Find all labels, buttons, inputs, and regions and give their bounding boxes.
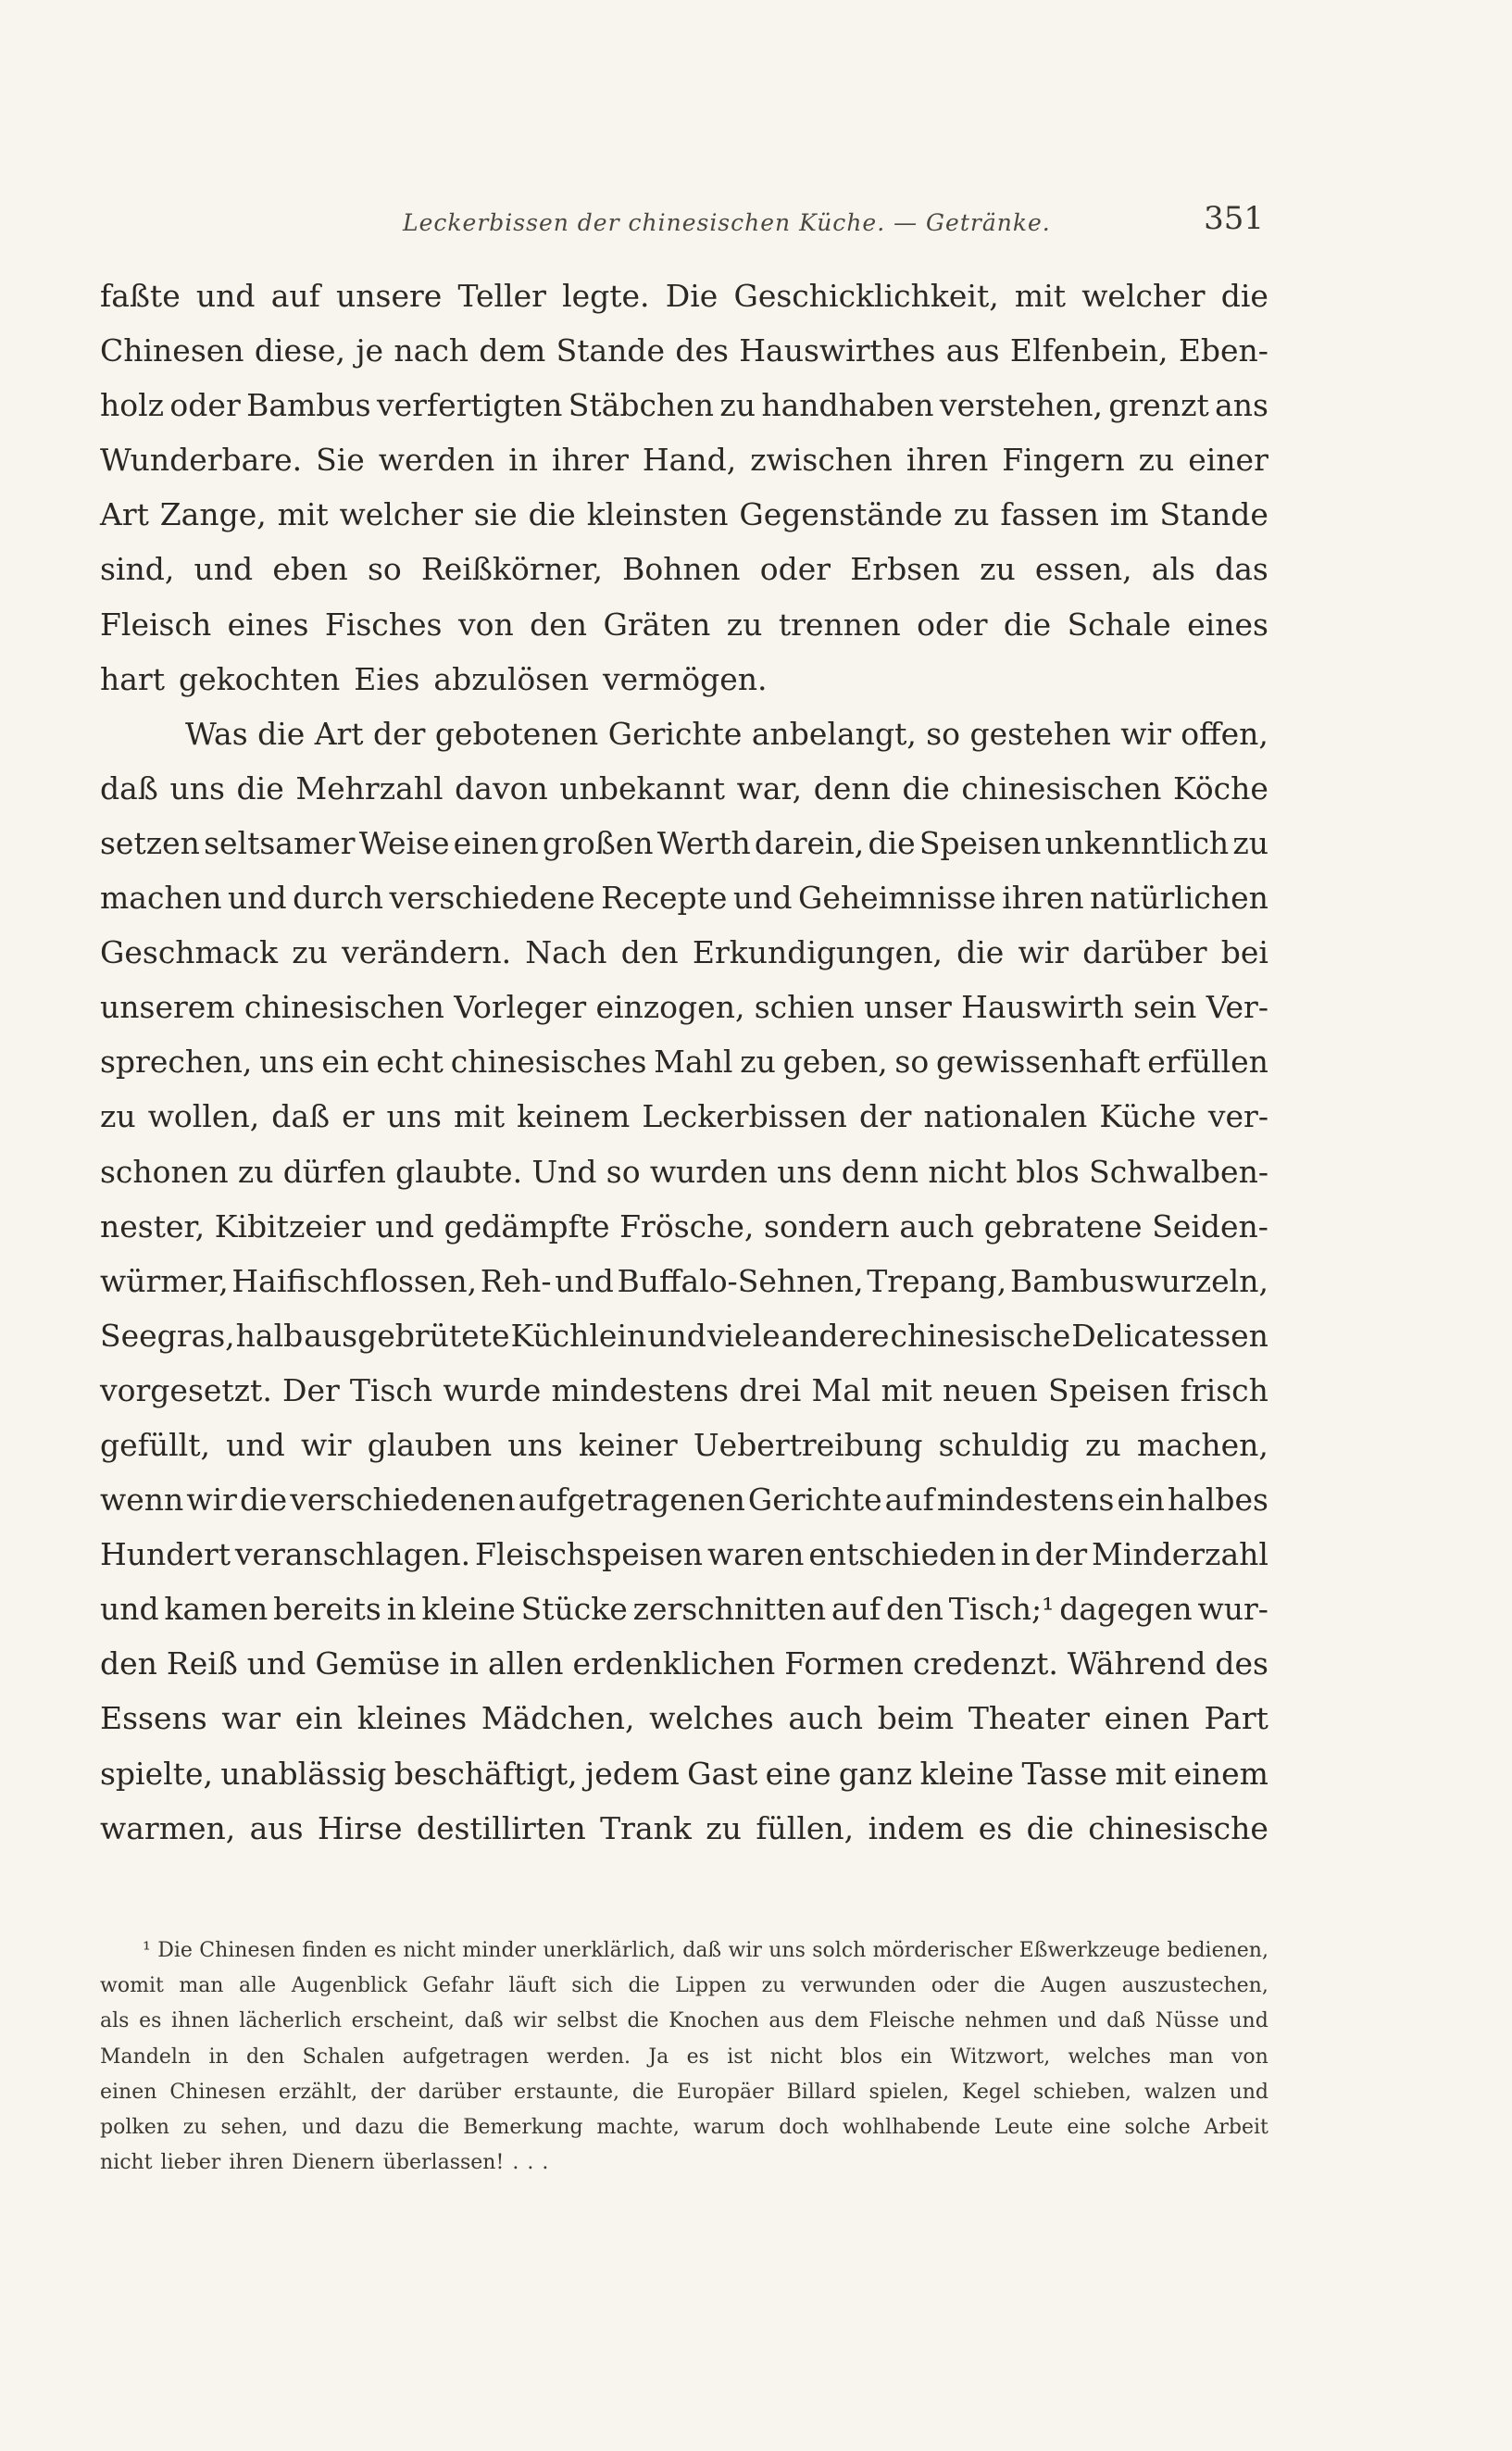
footnote-line: einen Chinesen erzählt, der darüber erstaunte, die Europäer Billard spielen, Kegel schieben, walzen und — [100, 2080, 1268, 2104]
text-line: nester, Kibitzeier und gedämpfte Frösche, sondern auch gebratene Seiden- — [100, 1207, 1268, 1244]
page-number: 351 — [1204, 200, 1264, 237]
text-line: holz oder Bambus verfertigten Stäbchen zu handhaben verstehen, grenzt ans — [100, 387, 1268, 424]
footnote-line: als es ihnen lächerlich erscheint, daß wir selbst die Knochen aus dem Fleische nehmen und daß Nüsse und — [100, 2009, 1268, 2033]
text-line: unserem chinesischen Vorleger einzogen, schien unser Hauswirth sein Ver- — [100, 989, 1268, 1026]
main-text — [100, 269, 1268, 1856]
text-line: warmen, aus Hirse destillirten Trank zu füllen, indem es die chinesische — [100, 1809, 1268, 1846]
text-line: vorgesetzt. Der Tisch wurde mindestens drei Mal mit neuen Speisen frisch — [100, 1371, 1268, 1408]
text-line: hart gekochten Eies abzulösen vermögen. — [100, 660, 768, 697]
footnote-block — [100, 1933, 1268, 2181]
text-line: Was die Art der gebotenen Gerichte anbelangt, so gestehen wir offen, — [185, 715, 1268, 752]
running-title: Leckerbissen der chinesischen Küche. — Getränke. — [403, 209, 1051, 236]
text-line: wenn wir die verschiedenen aufgetragenen Gerichte auf mindestens ein halbes — [100, 1482, 1268, 1519]
text-line: schonen zu dürfen glaubte. Und so wurden uns denn nicht blos Schwalben- — [100, 1153, 1268, 1190]
footnote-line: womit man alle Augenblick Gefahr läuft sich die Lippen zu verwunden oder die Augen auszustechen, — [100, 1974, 1268, 1998]
text-line: sprechen, uns ein echt chinesisches Mahl zu geben, so gewissenhaft erfüllen — [100, 1044, 1268, 1081]
footnote-line: polken zu sehen, und dazu die Bemerkung machte, warum doch wohlhabende Leute eine solche Arbeit — [100, 2115, 1268, 2139]
text-line: Chinesen diese, je nach dem Stande des Hauswirthes aus Elfenbein, Eben- — [100, 332, 1268, 369]
running-head — [199, 200, 1264, 244]
text-line: Fleisch eines Fisches von den Gräten zu trennen oder die Schale eines — [100, 606, 1268, 643]
text-line: den Reiß und Gemüse in allen erdenklichen Formen credenzt. Während des — [100, 1645, 1268, 1682]
text-line: gefüllt, und wir glauben uns keiner Uebertreibung schuldig zu machen, — [100, 1426, 1268, 1463]
footnote-line: Mandeln in den Schalen aufgetragen werden. Ja es ist nicht blos ein Witzwort, welches man von — [100, 2045, 1268, 2069]
text-line: Seegras, halb ausgebrütete Küchlein und viele andere chinesische Delicatessen — [100, 1317, 1268, 1354]
text-line: würmer, Haifischflossen, Reh- und Buffalo-Sehnen, Trepang, Bambuswurzeln, — [100, 1262, 1268, 1299]
text-line: spielte, unablässig beschäftigt, jedem Gast eine ganz kleine Tasse mit einem — [100, 1755, 1268, 1792]
text-line: machen und durch verschiedene Recepte und Geheimnisse ihren natürlichen — [100, 880, 1268, 917]
text-line: Essens war ein kleines Mädchen, welches auch beim Theater einen Part — [100, 1700, 1268, 1737]
text-line: Hundert veranschlagen. Fleischspeisen waren entschieden in der Minderzahl — [100, 1536, 1268, 1573]
text-line: und kamen bereits in kleine Stücke zerschnitten auf den Tisch;¹ dagegen wur- — [100, 1591, 1268, 1628]
text-line: daß uns die Mehrzahl davon unbekannt war, denn die chinesischen Köche — [100, 769, 1268, 807]
text-line: faßte und auf unsere Teller legte. Die Geschicklichkeit, mit welcher die — [100, 278, 1268, 314]
text-line: Art Zange, mit welcher sie die kleinsten Gegenstände zu fassen im Stande — [100, 496, 1268, 533]
text-line: Wunderbare. Sie werden in ihrer Hand, zwischen ihren Fingern zu einer — [100, 442, 1268, 479]
footnote-line: ¹ Die Chinesen finden es nicht minder unerklärlich, daß wir uns solch mörderischer Eßwerkzeuge bedienen, — [143, 1939, 1268, 1962]
text-line: setzen seltsamer Weise einen großen Werth darein, die Speisen unkenntlich zu — [100, 824, 1268, 861]
text-line: Geschmack zu verändern. Nach den Erkundigungen, die wir darüber bei — [100, 934, 1268, 971]
text-line: sind, und eben so Reißkörner, Bohnen oder Erbsen zu essen, als das — [100, 551, 1268, 588]
footnote-line: nicht lieber ihren Dienern überlassen! . . . — [100, 2151, 549, 2175]
text-line: zu wollen, daß er uns mit keinem Leckerbissen der nationalen Küche ver- — [100, 1098, 1268, 1135]
